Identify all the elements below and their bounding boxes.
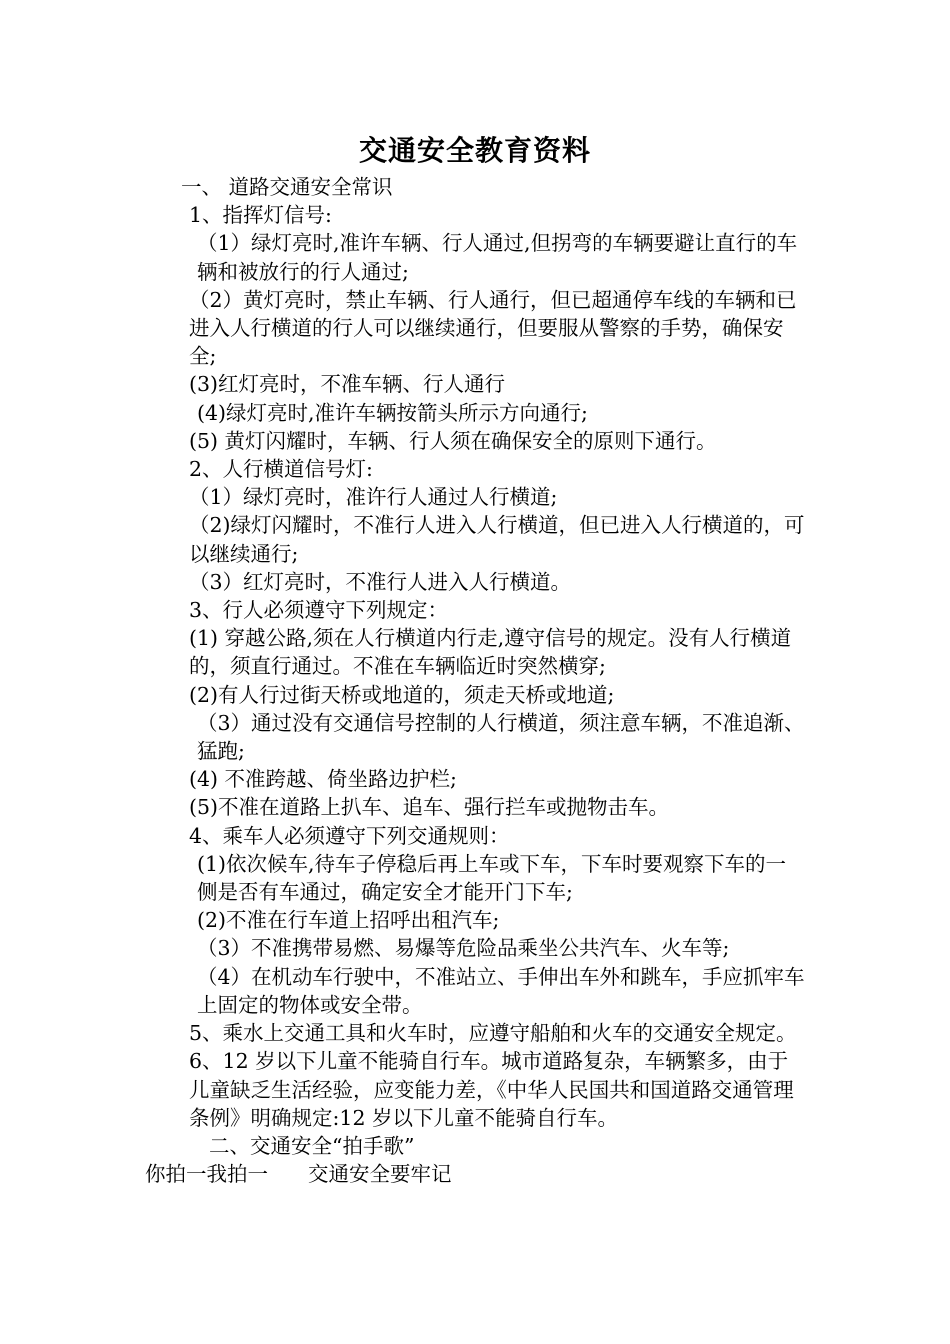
song-line-left: 你拍一我拍一 bbox=[145, 1162, 268, 1187]
document-title: 交通安全教育资料 bbox=[358, 134, 591, 167]
document-body bbox=[145, 173, 805, 1188]
song-line-right: 交通安全要牢记 bbox=[308, 1162, 452, 1187]
paragraph: （1）绿灯亮时，准许行人通过人行横道; bbox=[189, 485, 558, 510]
paragraph: （1）绿灯亮时,准许车辆、行人通过,但拐弯的车辆要避让直行的车辆和被放行的行人通过; bbox=[197, 231, 798, 284]
section-heading-2: 二、交通安全“拍手歌” bbox=[209, 1133, 415, 1158]
paragraph: （2）黄灯亮时，禁止车辆、行人通行，但已超通停车线的车辆和已进入人行横道的行人可以继续通行，但要服从警察的手势，确保安全; bbox=[189, 287, 797, 369]
paragraph: (1) 穿越公路,须在人行横道内行走,遵守信号的规定。没有人行横道的，须直行通过。不准在车辆临近时突然横穿; bbox=[189, 626, 792, 679]
subsection-heading: 3、行人必须遵守下列规定： bbox=[189, 598, 449, 623]
paragraph: (4) 不准跨越、倚坐路边护栏; bbox=[189, 767, 457, 792]
paragraph: （2)绿灯闪耀时，不准行人进入人行横道，但已进入人行横道的，可以继续通行; bbox=[189, 513, 805, 566]
paragraph: (2)有人行过街天桥或地道的，须走天桥或地道; bbox=[189, 682, 615, 707]
paragraph: (5) 黄灯闪耀时，车辆、行人须在确保安全的原则下通行。 bbox=[189, 428, 717, 453]
paragraph: (3)红灯亮时，不准车辆、行人通行 bbox=[189, 372, 506, 397]
subsection-heading: 1、指挥灯信号: bbox=[189, 203, 332, 228]
paragraph: (5)不准在道路上扒车、追车、强行拦车或抛物击车。 bbox=[189, 795, 670, 820]
paragraph: 5、乘水上交通工具和火车时，应遵守船舶和火车的交通安全规定。 bbox=[189, 1021, 797, 1046]
section-heading-1: 一、 道路交通安全常识 bbox=[181, 175, 393, 199]
paragraph: （3）红灯亮时，不准行人进入人行横道。 bbox=[189, 569, 572, 594]
paragraph: (1)依次候车,待车子停稳后再上车或下车，下车时要观察下车的一侧是否有车通过，确定安全才能开门下车; bbox=[197, 851, 787, 905]
song-line bbox=[145, 1160, 805, 1188]
paragraph: （4）在机动车行驶中，不准站立、手伸出车外和跳车，手应抓牢车上固定的物体或安全带。 bbox=[197, 964, 805, 1017]
paragraph: 6、12 岁以下儿童不能骑自行车。城市道路复杂，车辆繁多，由于儿童缺乏生活经验，应变能力差，《中华人民国共和国道路交通管理条例》明确规定:12 岁以下儿童不能骑自行车。 bbox=[189, 1049, 794, 1130]
subsection-heading: 4、乘车人必须遵守下列交通规则： bbox=[189, 823, 510, 848]
paragraph: (2)不准在行车道上招呼出租汽车; bbox=[197, 908, 500, 933]
subsection-heading: 2、人行横道信号灯: bbox=[189, 457, 373, 482]
paragraph: （3）不准携带易燃、易爆等危险品乘坐公共汽车、火车等; bbox=[197, 936, 730, 961]
paragraph: (4)绿灯亮时,准许车辆按箭头所示方向通行; bbox=[197, 400, 588, 425]
paragraph: （3）通过没有交通信号控制的人行横道，须注意车辆，不准追渐、猛跑; bbox=[197, 710, 805, 764]
